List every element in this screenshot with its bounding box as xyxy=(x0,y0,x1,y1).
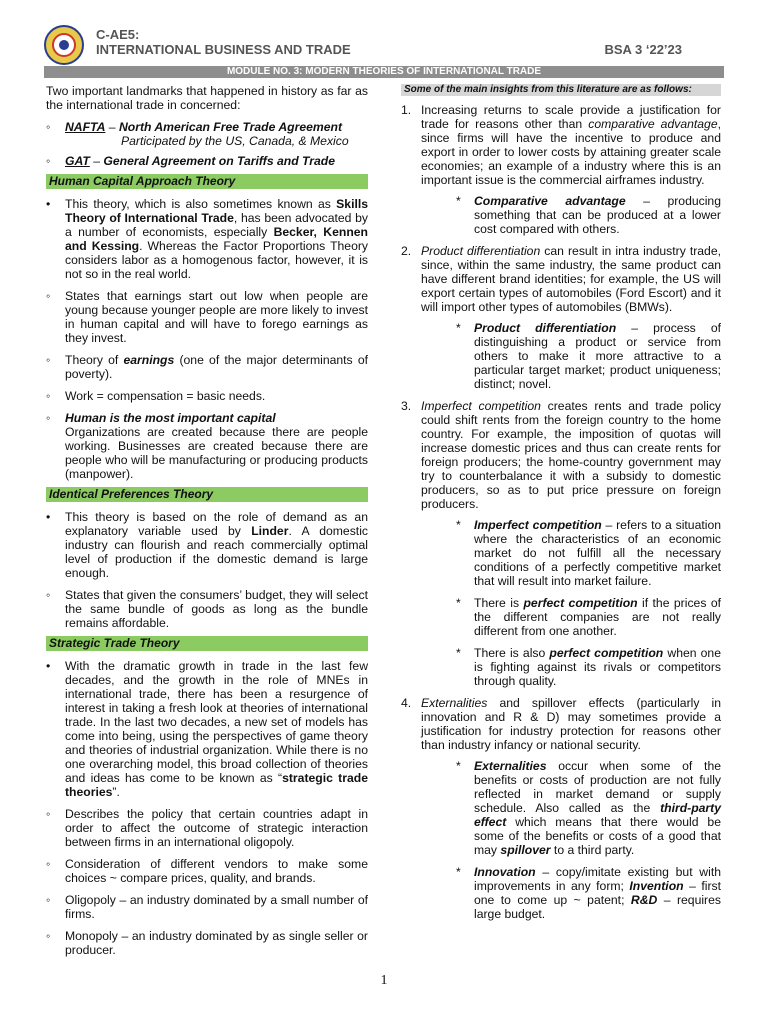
insight-note: * Comparative advantage – producing something that can be produced at a lower cost compared with others. xyxy=(456,194,721,236)
intro-text: Two important landmarks that happened in history as far as the international trade in concerned: xyxy=(46,84,368,112)
circle-bullet: ◦ xyxy=(46,120,51,134)
nafta-participants: Participated by the US, Canada, & Mexico xyxy=(121,134,349,148)
list-item: • With the dramatic growth in trade in the last few decades, and the growth in the role of MNEs in international trade, there has been a resurgence of interest in taking a fresh look at theories of international trade. In the last two decades, a new set of models has come into being, using the perspectives of game theory and theories of industrial organization. While there is no one overarching model, this broad collection of theories and ideas has come to be known as “strategic trade theories”. xyxy=(46,659,368,799)
section-code: BSA 3 ‘22’23 xyxy=(604,42,682,57)
insight-item: 1. Increasing returns to scale provide a justification for trade for reasons other than comparative advantage, since firms will have the incentive to produce and export in order to lower costs by attaining greater scale economies; an example of a industry where this is an important issue is the commercial airframes industry. xyxy=(401,103,721,187)
list-item: ◦ Human is the most important capital Organizations are created because there are people working. Businesses are created because there are people who will be manufacturing or producing products (manpower). xyxy=(46,411,368,481)
list-item: ◦ Describes the policy that certain countries adapt in order to affect the outcome of strategic interaction between firms in an international oligopoly. xyxy=(46,807,368,849)
module-title-bar: MODULE NO. 3: MODERN THEORIES OF INTERNATIONAL TRADE xyxy=(44,66,724,78)
list-item: • This theory is based on the role of demand as an explanatory variable used by Linder. A domestic industry can flourish and reach commercially optimal level of production if the domestic demand is large enough. xyxy=(46,510,368,580)
list-item: ◦ Monopoly – an industry dominated by as single seller or producer. xyxy=(46,929,368,957)
insight-note: * Innovation – copy/imitate existing but with improvements in any form; Invention – first one to come up ~ patent; R&D – requires large budget. xyxy=(456,865,721,921)
course-code: C-AE5: xyxy=(96,27,140,42)
insight-note: * Externalities occur when some of the benefits or costs of production are not fully reflected in market demand or supply schedule. Also called as the third-party effect which means that there would be some of the benefits or costs of a good that may spillover to a third party. xyxy=(456,759,721,857)
left-column xyxy=(46,84,368,965)
insight-note: * There is also perfect competition when one is fighting against its rivals or competitors through quality. xyxy=(456,646,721,688)
list-item: ◦ States that earnings start out low when people are young because younger people are more likely to invest in human capital and will have to forego earnings as they invest. xyxy=(46,289,368,345)
circle-bullet: ◦ xyxy=(46,154,51,168)
insight-note: * There is perfect competition if the prices of the different companies are not really different from one another. xyxy=(456,596,721,638)
section-heading-strategic-trade: Strategic Trade Theory xyxy=(46,636,368,651)
list-item: ◦ Work = compensation = basic needs. xyxy=(46,389,266,403)
insight-item: 3. Imperfect competition creates rents and trade policy could shift rents from the foreign country to the home country. For example, the imposition of quotas will increase domestic prices and thus can create rents for foreign producers; the home-country government may try to counterbalance it with a subsidy to domestic producers, so as to put price pressure on foreign producers. xyxy=(401,399,722,511)
list-item: • This theory, which is also sometimes known as Skills Theory of International Trade, has been advocated by a number of economists, especially Becker, Kennen and Kessing. Whereas the Factor Proportions Theory considers labor as a homogenous factor, however, it is not so in the real world. xyxy=(46,197,368,281)
insights-heading: Some of the main insights from this literature are as follows: xyxy=(401,84,721,96)
section-heading-human-capital: Human Capital Approach Theory xyxy=(46,174,368,189)
insight-note: * Imperfect competition – refers to a situation where the characteristics of an economic market do not fulfill all the necessary conditions of a perfectly competitive market that will result into market failure. xyxy=(456,518,722,588)
section-heading-identical-preferences: Identical Preferences Theory xyxy=(46,487,368,502)
landmark-gat: ◦ GAT – General Agreement on Tariffs and Trade xyxy=(46,154,336,168)
list-item: ◦ Theory of earnings (one of the major determinants of poverty). xyxy=(46,353,368,381)
page-header xyxy=(0,0,768,66)
right-column xyxy=(401,84,721,929)
insight-note: * Product differentiation – process of distinguishing a product or service from others to make it more attractive to a particular target market; product uniqueness; distinct; novel. xyxy=(456,321,721,391)
list-item: ◦ Oligopoly – an industry dominated by a small number of firms. xyxy=(46,893,368,921)
page-number: 1 xyxy=(380,973,388,988)
insight-item: 2. Product differentiation can result in intra industry trade, since, within the same industry, the same product can have different brand identities; for example, the US will export certain types of automobiles (Ford Escort) and it will import other types of automobiles (BMWs). xyxy=(401,244,722,314)
list-item: ◦ States that given the consumers’ budget, they will select the same bundle of goods as long as the bundle remains affordable. xyxy=(46,588,368,630)
course-title: INTERNATIONAL BUSINESS AND TRADE xyxy=(96,42,351,57)
school-seal-logo xyxy=(44,25,84,65)
list-item: ◦ Consideration of different vendors to make some choices ~ compare prices, quality, and brands. xyxy=(46,857,368,885)
insight-item: 4. Externalities and spillover effects (particularly in innovation and R & D) may sometimes provide a justification for industry protection for reasons other than industry infancy or national security. xyxy=(401,696,721,752)
landmark-nafta: ◦ NAFTA – North American Free Trade Agreement Participated by the US, Canada, & Mexico xyxy=(46,120,349,148)
